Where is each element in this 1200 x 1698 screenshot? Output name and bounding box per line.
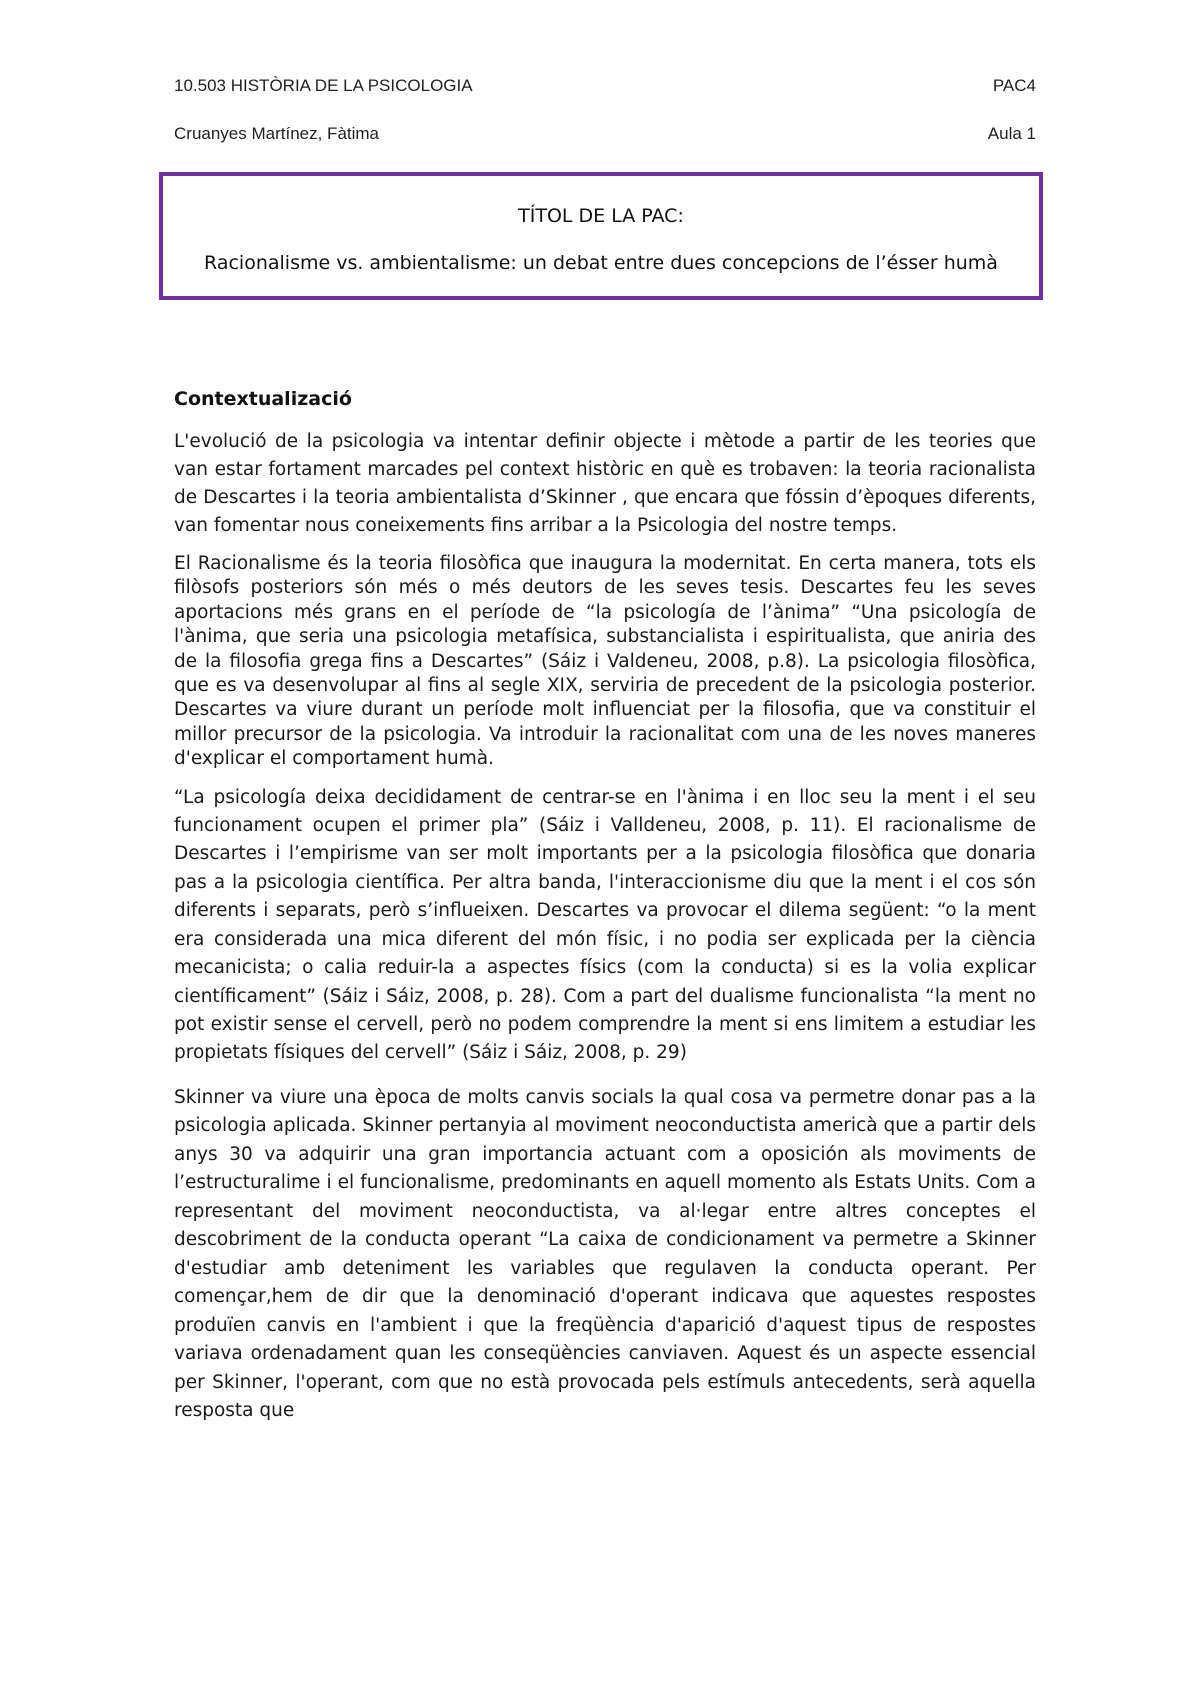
header-line-2 [174,124,1036,144]
document-page [174,0,1036,1426]
title-box [159,172,1043,300]
header-line-1 [174,76,1036,96]
body-paragraph: Skinner va viure una època de molts canvis socials la qual cosa va permetre donar pas a la psicologia aplicada. Skinner pertanyia al moviment neoconductista americà que a partir dels anys 30 va adquirir una gran importancia actuant com a oposición als moviments de l’estructuralime i el funcionalisme, predominants en aquell momento als Estats Units. Com a representant del moviment neoconductista, va al·legar entre altres conceptes el descobriment de la conducta operant “La caixa de condicionament va permetre a Skinner d'estudiar amb deteniment les variables que regulaven la conducta operant. Per començar,hem de dir que la denominació d'operant indicava que aquestes respostes produïen canvis en l'ambient i que la freqüència d'aparició d'aquest tipus de respostes variava ordenadament quan les conseqüències canviaven. Aquest és un aspecte essencial per Skinner, l'operant, com que no està provocada pels estímuls antecedents, serà aquella resposta que [174,1086,1036,1422]
body-paragraph: “La psicología deixa decididament de centrar-se en l'ànima i en lloc seu la ment i el seu funcionament ocupen el primer pla” (Sáiz i Valldeneu, 2008, p. 11). El racionalisme de Descartes i l’empirisme van ser molt importants per a la psicologia filosòfica que donaria pas a la psicologia científica. Per altra banda, l'interaccionisme diu que la ment i el cos són diferents i separats, però s’influeixen. Descartes va provocar el dilema següent: “o la ment era considerada una mica diferent del món físic, i no podia ser explicada per la ciència mecanicista; o calia reduir-la a aspectes físics (com la conducta) si es la volia explicar científicament” (Sáiz i Sáiz, 2008, p. 28). Com a part del dualisme funcionalista “la ment no pot existir sense el cervell, però no podem comprendre la ment si ens limitem a estudiar les propietats físiques del cervell” (Sáiz i Sáiz, 2008, p. 29) [174,786,1036,1064]
body-paragraph: L'evolució de la psicologia va intentar definir objecte i mètode a partir de les teories que van estar fortament marcades pel context històric en què es trobaven: la teoria racionalista de Descartes i la teoria ambientalista d’Skinner , que encara que fóssin d’èpoques diferents, van fomentar nous coneixements fins arribar a la Psicologia del nostre temps. [174,431,1036,536]
section-heading: Contextualizació [174,388,352,410]
classroom-label: Aula 1 [987,124,1036,143]
course-name: 10.503 HISTÒRIA DE LA PSICOLOGIA [174,76,473,95]
title-label: TÍTOL DE LA PAC: [518,205,684,227]
document-title: Racionalisme vs. ambientalisme: un debat entre dues concepcions de l’ésser humà [204,252,998,274]
author-name: Cruanyes Martínez, Fàtima [174,124,380,143]
assignment-code: PAC4 [992,76,1036,95]
body-paragraph: El Racionalisme és la teoria filosòfica que inaugura la modernitat. En certa manera, tots els filòsofs posteriors són més o més deutors de les seves tesis. Descartes feu les seves aportacions més grans en el període de “la psicología de l’ànima” “Una psicología de l'ànima, que seria una psicologia metafísica, substancialista i espiritualista, que aniria des de la filosofia grega fins a Descartes” (Sáiz i Valdeneu, 2008, p.8). La psicologia filosòfica, que es va desenvolupar al fins al segle XIX, serviria de precedent de la psicologia posterior. Descartes va viure durant un període molt influenciat per la filosofia, que va constituir el millor precursor de la psicologia. Va introduir la racionalitat com una de les noves maneres d'explicar el comportament humà. [174,553,1036,770]
